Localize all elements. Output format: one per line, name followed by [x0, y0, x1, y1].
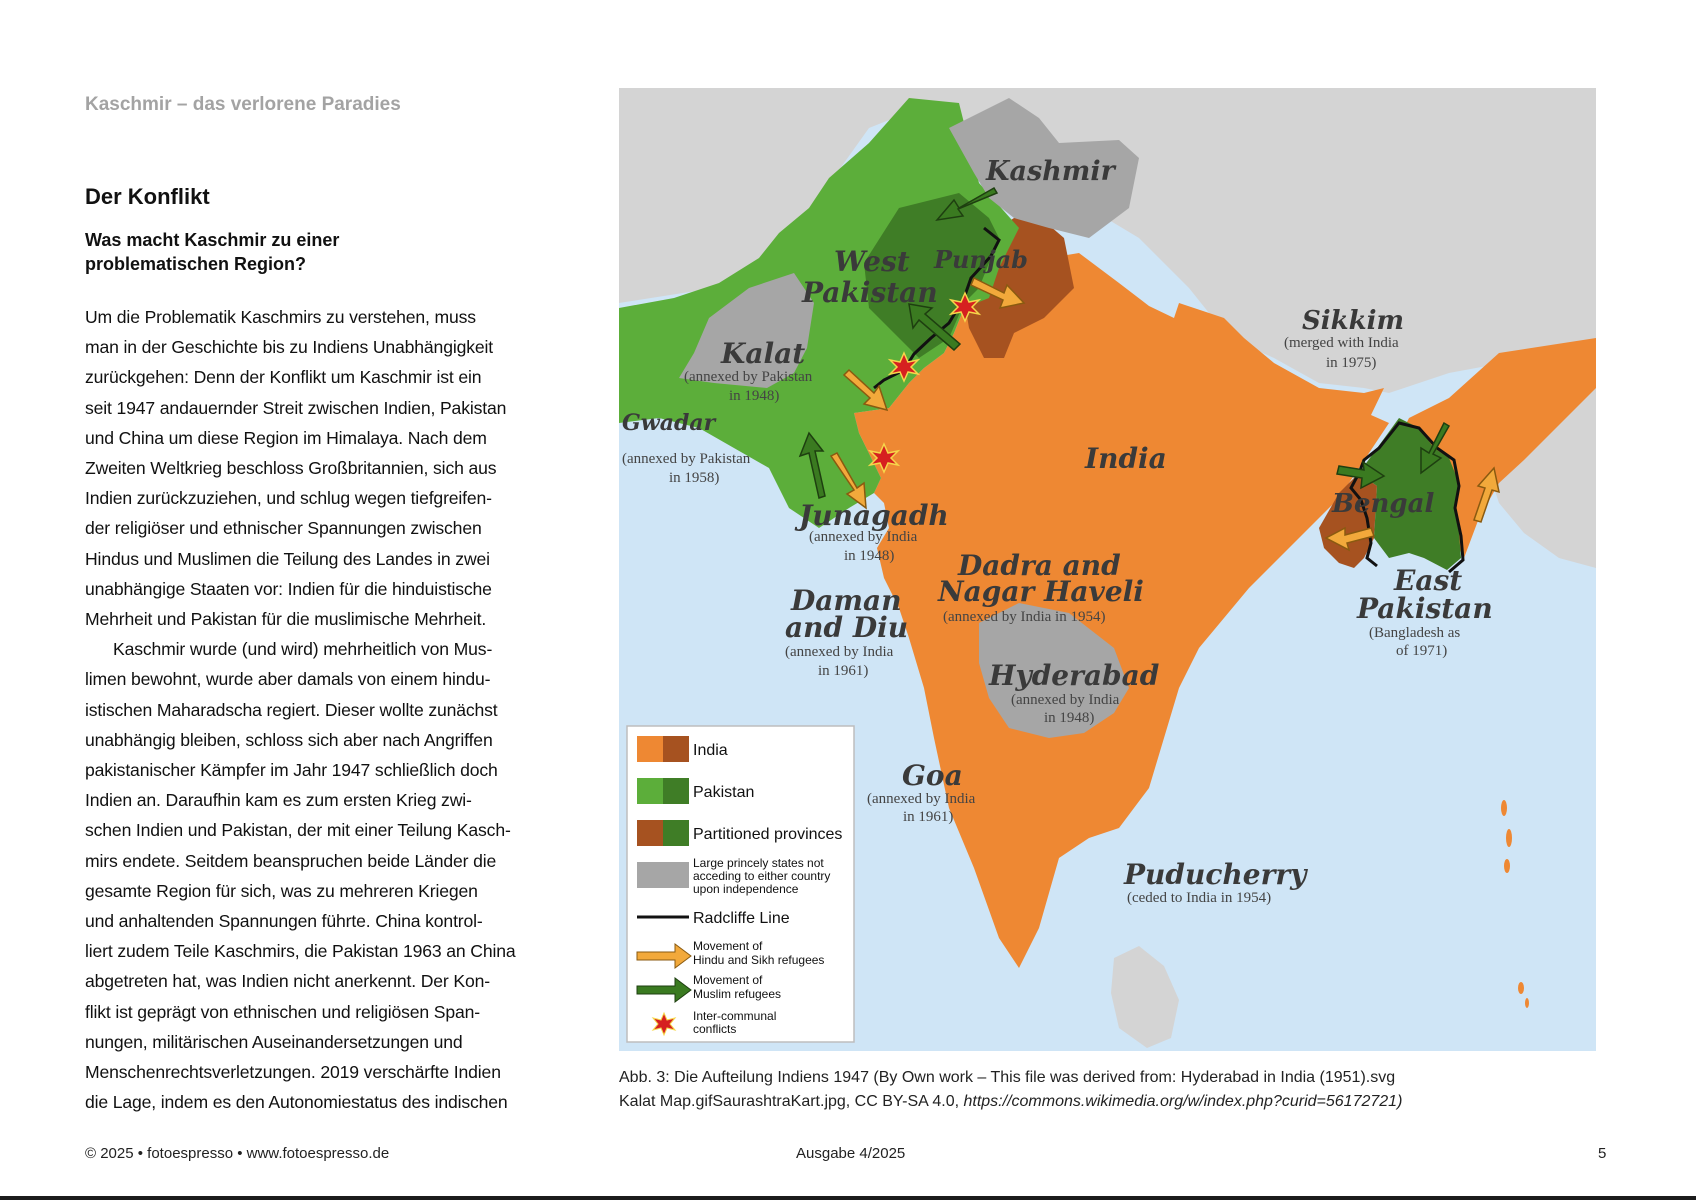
- body-line: gesamte Region für sich, was zu mehreren Kriegen: [85, 880, 478, 901]
- label-hyderabad-note-2: in 1948): [1044, 710, 1095, 726]
- legend-label-muslim-2: Muslim refugees: [693, 987, 782, 1001]
- section-question: [85, 228, 485, 276]
- legend-label-princely-1: Large princely states not: [693, 856, 824, 870]
- label-sikkim-note-1: (merged with India: [1284, 335, 1399, 351]
- label-bengal: Bengal: [1332, 489, 1435, 519]
- label-goa-note-1: (annexed by India: [867, 791, 976, 807]
- label-east-pakistan-2: Pakistan: [1357, 592, 1493, 625]
- body-line: istischen Maharadscha regiert. Dieser wollte zunächst: [85, 699, 498, 720]
- label-daman-note-1: (annexed by India: [785, 644, 894, 660]
- body-line: nungen, militärischen Auseinandersetzungen und: [85, 1031, 463, 1052]
- body-line: flikt ist geprägt von ethnischen und religiösen Span-: [85, 1001, 480, 1022]
- body-line: und China um diese Region im Himalaya. Nach dem: [85, 427, 487, 448]
- body-line: seit 1947 andauernder Streit zwischen Indien, Pakistan: [85, 397, 507, 418]
- legend-label-princely-3: upon independence: [693, 882, 799, 896]
- figure-caption: [619, 1066, 1619, 1114]
- island: [1501, 800, 1507, 816]
- caption-line: Abb. 3: Die Aufteilung Indiens 1947 (By Own work – This file was derived from: Hyderabad in India (1951).svg: [619, 1069, 1396, 1086]
- label-goa-note-2: in 1961): [903, 809, 954, 825]
- label-hyderabad: Hyderabad: [989, 659, 1160, 692]
- body-line: mirs endete. Seitdem beanspruchen beide Länder die: [85, 850, 497, 871]
- label-daman-2: and Diu: [785, 611, 909, 644]
- label-hyderabad-note-1: (annexed by India: [1011, 692, 1120, 708]
- label-sikkim-note-2: in 1975): [1326, 355, 1377, 371]
- island: [1504, 859, 1510, 873]
- body-line: zurückgehen: Denn der Konflikt um Kaschmir ist ein: [85, 367, 482, 388]
- question-line: Was macht Kaschmir zu einer: [85, 230, 340, 250]
- body-line: Indien zurückzuziehen, und schlug wegen tiefgreifen-: [85, 488, 492, 509]
- body-line: pakistanischer Kämpfer im Jahr 1947 schließlich doch: [85, 760, 498, 781]
- label-sikkim: Sikkim: [1302, 306, 1405, 336]
- running-head: Kaschmir – das verlorene Paradies: [85, 94, 401, 115]
- label-punjab: Punjab: [934, 245, 1028, 274]
- legend-label-partitioned: Partitioned provinces: [693, 826, 843, 843]
- legend-label-radcliffe: Radcliffe Line: [693, 910, 790, 927]
- label-kalat-note-1: (annexed by Pakistan: [684, 369, 813, 385]
- legend-label-conflict-1: Inter-communal: [693, 1009, 777, 1023]
- label-dadra-2: Nagar Haveli: [938, 575, 1144, 608]
- caption-text: Kalat Map.gifSaurashtraKart.jpg, CC BY-SA 4.0,: [619, 1093, 964, 1110]
- label-junagadh-note-1: (annexed by India: [809, 529, 918, 545]
- legend-label-princely-2: acceding to either country: [693, 869, 831, 883]
- body-line: abgetreten hat, was Indien nicht anerkennt. Der Kon-: [85, 971, 490, 992]
- body-line: liert zudem Teile Kaschmirs, die Pakistan 1963 an China: [85, 941, 516, 962]
- footer-issue: Ausgabe 4/2025: [796, 1145, 906, 1162]
- caption-line: [619, 1090, 1619, 1114]
- body-line: man in der Geschichte bis zu Indiens Unabhängigkeit: [85, 337, 494, 358]
- legend-swatch-india: [637, 736, 663, 762]
- label-puducherry: Puducherry: [1124, 858, 1307, 891]
- label-goa: Goa: [902, 759, 963, 792]
- body-line: unabhängig bleiben, schloss sich aber nach Angriffen: [85, 729, 493, 750]
- label-junagadh: Junagadh: [799, 499, 949, 532]
- legend-swatch-pakistan: [637, 778, 663, 804]
- label-kalat: Kalat: [721, 337, 806, 370]
- label-east-pakistan-note-2: of 1971): [1396, 643, 1448, 659]
- label-west-pakistan-2: Pakistan: [802, 276, 938, 309]
- caption-link[interactable]: https://commons.wikimedia.org/w/index.php?curid=56172721): [963, 1093, 1403, 1110]
- page-number: 5: [1598, 1145, 1607, 1162]
- footer-copyright: © 2025 • fotoespresso • www.fotoespresso.de: [85, 1145, 390, 1162]
- body-line: die Lage, indem es den Autonomiestatus des indischen: [85, 1092, 508, 1113]
- body-line: Um die Problematik Kaschmirs zu verstehen, muss: [85, 307, 476, 327]
- legend-swatch-india-dark: [663, 736, 689, 762]
- label-gwadar-note-1: (annexed by Pakistan: [622, 451, 751, 467]
- legend-swatch-partitioned-india: [637, 820, 663, 846]
- body-line: unabhängige Staaten vor: Indien für die hinduistische: [85, 578, 492, 599]
- legend-swatch-princely: [637, 862, 689, 888]
- legend-swatch-partitioned-pakistan: [663, 820, 689, 846]
- legend-label-hindu-2: Hindu and Sikh refugees: [693, 953, 825, 967]
- label-daman-note-2: in 1961): [818, 663, 869, 679]
- label-gwadar: Gwadar: [622, 410, 716, 436]
- legend-label-pakistan: Pakistan: [693, 784, 755, 801]
- page-bottom-edge: [0, 1196, 1696, 1200]
- body-text: [85, 302, 570, 1117]
- body-line: der religiöser und ethnischer Spannungen zwischen: [85, 518, 482, 539]
- label-daman-1: Daman: [791, 584, 902, 617]
- island: [1525, 998, 1529, 1008]
- label-east-pakistan-1: East: [1394, 564, 1463, 597]
- island: [1506, 829, 1512, 847]
- legend-label-conflict-2: conflicts: [693, 1022, 737, 1036]
- body-line: Mehrheit und Pakistan für die muslimische Mehrheit.: [85, 609, 487, 630]
- label-gwadar-note-2: in 1958): [669, 470, 720, 486]
- body-line: Menschenrechtsverletzungen. 2019 verschärfte Indien: [85, 1062, 501, 1083]
- label-dadra-1: Dadra and: [958, 549, 1121, 582]
- map-legend: [627, 726, 854, 1042]
- label-puducherry-note: (ceded to India in 1954): [1127, 890, 1272, 906]
- body-line: Zweiten Weltkrieg beschloss Großbritannien, sich aus: [85, 458, 497, 479]
- legend-label-muslim-1: Movement of: [693, 973, 763, 987]
- island: [1518, 982, 1524, 994]
- label-kalat-note-2: in 1948): [729, 388, 780, 404]
- body-line: limen bewohnt, wurde aber damals von einem hindu-: [85, 669, 491, 690]
- label-east-pakistan-note-1: (Bangladesh as: [1369, 625, 1461, 641]
- label-kashmir: Kashmir: [986, 156, 1115, 187]
- legend-swatch-pakistan-dark: [663, 778, 689, 804]
- legend-label-hindu-1: Movement of: [693, 939, 763, 953]
- body-line: Hindus und Muslimen die Teilung des Landes in zwei: [85, 548, 490, 569]
- label-dadra-note: (annexed by India in 1954): [943, 609, 1106, 625]
- legend-label-india: India: [693, 742, 728, 759]
- body-line: Indien an. Daraufhin kam es zum ersten Krieg zwi-: [85, 790, 472, 811]
- body-line: Kaschmir wurde (und wird) mehrheitlich von Mus-: [113, 639, 493, 660]
- label-india: India: [1085, 442, 1167, 475]
- label-junagadh-note-2: in 1948): [844, 548, 895, 564]
- body-line: schen Indien und Pakistan, der mit einer Teilung Kasch-: [85, 820, 511, 841]
- partition-map: [619, 88, 1596, 1051]
- label-west-pakistan-1: West: [834, 245, 910, 278]
- section-title: Der Konflikt: [85, 184, 210, 209]
- question-line: problematischen Region?: [85, 254, 307, 274]
- body-line: und anhaltenden Spannungen führte. China kontrol-: [85, 911, 483, 932]
